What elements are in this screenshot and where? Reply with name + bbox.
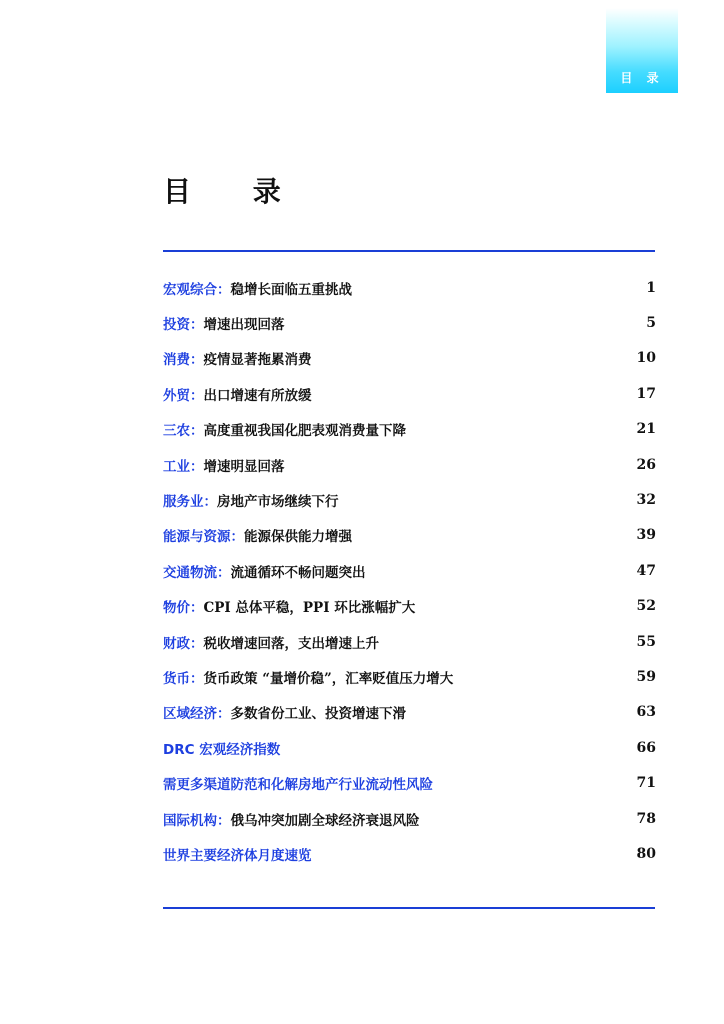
toc-entry-page: 78 (636, 810, 656, 827)
toc-entry-title: 货币政策 “量增价稳”，汇率贬值压力增大 (203, 670, 454, 687)
toc-entry[interactable] (163, 482, 656, 517)
toc-entry-label: 物价 (163, 600, 190, 617)
toc-entry-separator: ： (217, 564, 231, 581)
toc-entry[interactable] (163, 412, 656, 447)
toc-entry-title: 高度重视我国化肥表观消费量下降 (203, 423, 406, 440)
toc-entry-page: 63 (636, 704, 656, 721)
toc-entry[interactable] (163, 695, 656, 730)
toc-entry-separator: ： (217, 706, 231, 723)
toc-entry[interactable] (163, 447, 656, 482)
toc-entry-page: 17 (636, 385, 656, 402)
toc-entry-page: 66 (636, 739, 656, 756)
toc-entry-title: 增速明显回落 (203, 458, 285, 475)
toc-entry-page: 10 (636, 350, 656, 367)
toc-entry[interactable] (163, 341, 656, 376)
toc-entry-separator: ： (203, 494, 217, 511)
toc-entry[interactable] (163, 376, 656, 411)
toc-entry-page: 55 (636, 633, 656, 650)
toc-entry[interactable] (163, 765, 656, 800)
toc-entry-label: 需更多渠道防范和化解房地产行业流动性风险 (163, 777, 433, 794)
toc-entry[interactable] (163, 270, 656, 305)
top-divider (163, 250, 655, 252)
toc-entry-separator: ： (190, 352, 204, 369)
toc-entry-title: 税收增速回落，支出增速上升 (203, 635, 379, 652)
toc-entry-page: 71 (636, 775, 656, 792)
toc-entry-page: 39 (636, 527, 656, 544)
toc-entry-page: 5 (646, 315, 656, 332)
toc-entry-label: 投资 (163, 317, 190, 334)
toc-entry-page: 80 (636, 845, 656, 862)
toc-list (163, 270, 656, 872)
toc-entry-page: 52 (636, 598, 656, 615)
toc-entry-title: 疫情显著拖累消费 (203, 352, 312, 369)
toc-entry-title: 多数省份工业、投资增速下滑 (230, 706, 406, 723)
toc-entry-separator: ： (190, 423, 204, 440)
page-title: 目 录 (163, 175, 307, 208)
toc-entry-separator: ： (190, 670, 204, 687)
toc-entry-label: 服务业 (163, 494, 204, 511)
toc-entry-label: 宏观综合 (163, 281, 217, 298)
toc-entry[interactable] (163, 730, 656, 765)
toc-entry[interactable] (163, 589, 656, 624)
toc-entry-title: CPI 总体平稳，PPI 环比涨幅扩大 (203, 600, 416, 617)
toc-entry[interactable] (163, 624, 656, 659)
toc-entry[interactable] (163, 801, 656, 836)
toc-entry-separator: ： (190, 635, 204, 652)
toc-entry-title: 出口增速有所放缓 (203, 387, 312, 404)
toc-entry-label: 货币 (163, 670, 190, 687)
toc-entry[interactable] (163, 305, 656, 340)
toc-entry-label: 交通物流 (163, 564, 217, 581)
toc-entry-page: 26 (636, 456, 656, 473)
bottom-divider (163, 907, 655, 909)
toc-entry-separator: ： (217, 812, 231, 829)
toc-entry-label: 外贸 (163, 387, 190, 404)
toc-entry-title: 增速出现回落 (203, 317, 285, 334)
toc-entry-separator: ： (190, 600, 204, 617)
toc-entry-label: 工业 (163, 458, 190, 475)
toc-entry-separator: ： (217, 281, 231, 298)
toc-entry-separator: ： (190, 458, 204, 475)
toc-entry-title: 流通循环不畅问题突出 (230, 564, 366, 581)
toc-entry-title: 能源保供能力增强 (244, 529, 352, 546)
toc-entry-page: 1 (646, 279, 656, 296)
section-tab-label: 目 录 (620, 71, 664, 85)
toc-entry[interactable] (163, 836, 656, 871)
toc-entry-label: 消费 (163, 352, 190, 369)
toc-entry-label: 能源与资源 (163, 529, 231, 546)
toc-entry-label: 区域经济 (163, 706, 217, 723)
toc-entry[interactable] (163, 553, 656, 588)
toc-entry-label: 国际机构 (163, 812, 217, 829)
toc-entry-title: 房地产市场继续下行 (217, 494, 339, 511)
section-tab (606, 8, 678, 93)
toc-entry-separator: ： (190, 387, 204, 404)
toc-entry-title: 稳增长面临五重挑战 (230, 281, 352, 298)
toc-entry-page: 21 (636, 421, 656, 438)
toc-entry-label: DRC 宏观经济指数 (163, 741, 281, 758)
toc-entry-page: 59 (636, 668, 656, 685)
toc-entry[interactable] (163, 659, 656, 694)
toc-entry-page: 32 (636, 492, 656, 509)
toc-entry-title: 俄乌冲突加剧全球经济衰退风险 (230, 812, 420, 829)
toc-entry-label: 世界主要经济体月度速览 (163, 847, 312, 864)
toc-entry-label: 三农 (163, 423, 190, 440)
toc-entry-page: 47 (636, 562, 656, 579)
toc-entry-separator: ： (230, 529, 244, 546)
toc-entry-separator: ： (190, 317, 204, 334)
toc-entry-label: 财政 (163, 635, 190, 652)
toc-entry[interactable] (163, 518, 656, 553)
